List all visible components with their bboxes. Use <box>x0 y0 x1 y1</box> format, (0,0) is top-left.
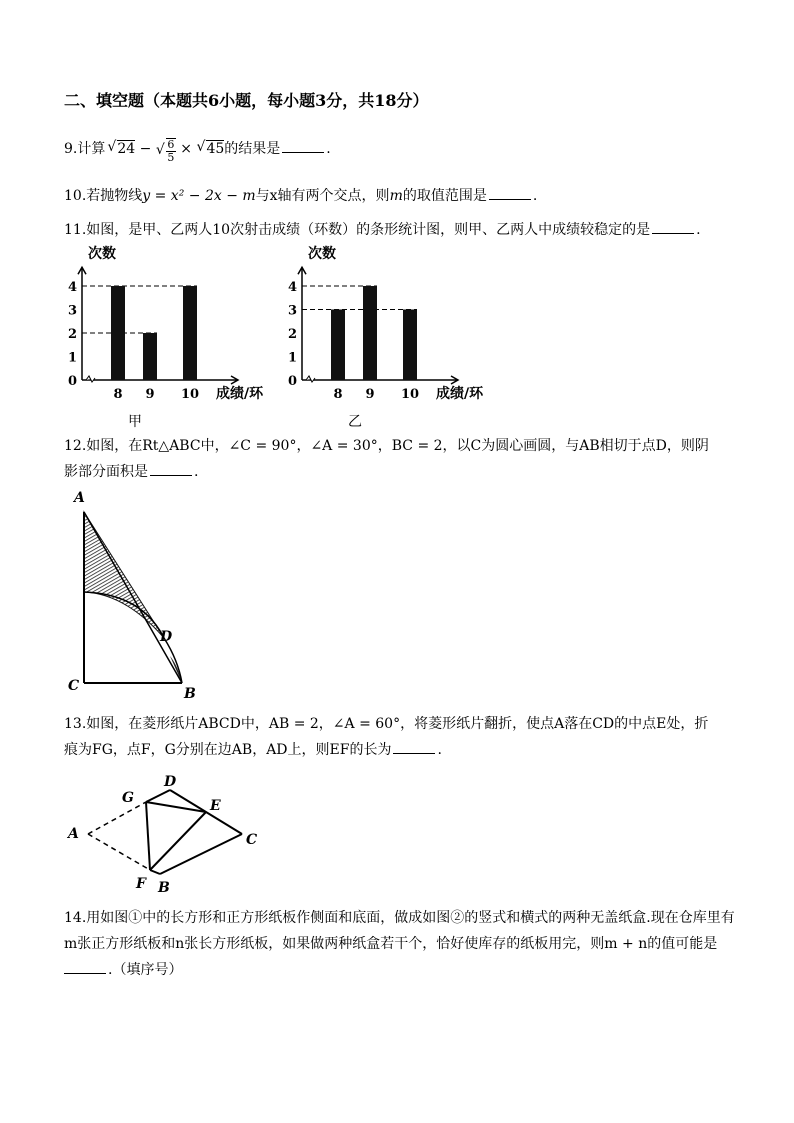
label-C: C <box>68 678 80 694</box>
edge-BF <box>150 870 160 874</box>
label-A: A <box>68 826 79 842</box>
y-tick-label: 2 <box>68 327 78 342</box>
bar-9 <box>363 286 377 380</box>
q14-answer-blank[interactable] <box>64 961 106 974</box>
y-tick-label: 3 <box>288 303 298 319</box>
y-tick-label: 0 <box>288 374 298 389</box>
question-14-line3 <box>64 960 182 980</box>
question-13-line1: 13.如图，在菱形纸片ABCD中，AB = 2，∠A = 60°，将菱形纸片翻折，使点A落在CD的中点E处，折 <box>64 716 709 732</box>
q12-figure <box>62 488 212 700</box>
label-F: F <box>136 876 146 892</box>
question-12-line2: 影部分面积是 . <box>64 464 199 480</box>
y-tick-label: 4 <box>68 280 78 295</box>
bar-8 <box>111 286 125 380</box>
y-axis-label: 次数 <box>308 246 336 262</box>
edge-CB <box>160 834 242 874</box>
question-13-line2: 痕为FG，点F，G分别在边AB，AD上，则EF的长为 . <box>64 742 442 758</box>
label-E: E <box>210 798 221 814</box>
q10-prefix: 10.若抛物线 <box>64 188 143 204</box>
x-tick-label: 10 <box>400 387 420 402</box>
side-AB <box>84 512 182 683</box>
q12-line2-text: 影部分面积是 <box>64 464 148 480</box>
label-G: G <box>122 790 134 806</box>
y-tick-label: 3 <box>68 303 78 319</box>
q10-mid: 与x轴有两个交点，则 <box>255 188 390 204</box>
question-12-line1: 12.如图，在Rt△ABC中，∠C = 90°，∠A = 30°，BC = 2，以C为圆心画圆，与AB相切于点D，则阴 <box>64 438 709 454</box>
x-tick-label: 9 <box>365 387 375 402</box>
bar-8 <box>331 310 345 381</box>
x-axis-label: 成绩/环 <box>216 386 264 402</box>
edge-GD <box>146 790 170 802</box>
question-14-line2: m张正方形纸板和n张长方形纸板，如果做两种纸盒若干个，恰好使库存的纸板用完，则m + n的值可能是 <box>64 936 718 952</box>
label-B: B <box>184 686 196 700</box>
q13-answer-blank[interactable] <box>393 741 435 754</box>
edge-FE <box>150 812 206 870</box>
label-C: C <box>246 832 258 848</box>
y-tick-label: 1 <box>68 350 78 366</box>
bar-9 <box>143 333 157 380</box>
q10-formula: y = x² − 2x − m <box>142 188 256 204</box>
q11-answer-blank[interactable] <box>652 221 694 234</box>
x-tick-label: 8 <box>113 387 123 402</box>
question-14-line1: 14.用如图①中的长方形和正方形纸板作侧面和底面，做成如图②的竖式和横式的两种无盖纸盒.现在仓库里有 <box>64 910 735 926</box>
dashed-AG <box>88 802 146 834</box>
q10-var: m <box>389 188 403 204</box>
bar-10 <box>183 286 197 380</box>
label-D: D <box>160 629 173 645</box>
y-tick-label: 4 <box>288 280 298 295</box>
chart-caption: 甲 <box>128 414 142 430</box>
q11-text: 11.如图，是甲、乙两人10次射击成绩（环数）的条形统计图，则甲、乙两人中成绩较稳定的是 <box>64 222 651 238</box>
question-9: 9.计算 √ 24 − √ $\frac{6}{5}$ × √ 45的结果是 . <box>64 134 331 164</box>
q10-answer-blank[interactable] <box>489 187 531 200</box>
q12-answer-blank[interactable] <box>150 463 192 476</box>
q9-sqrt-frac: √ $\frac{6}{5}$ <box>155 138 175 164</box>
q9-suffix: 的结果是 <box>224 141 281 157</box>
q9-sqrt45: √ 45 <box>196 139 225 157</box>
x-axis-label: 成绩/环 <box>436 386 484 402</box>
dashed-AF <box>88 834 150 870</box>
x-tick-label: 10 <box>180 387 200 402</box>
label-A: A <box>74 490 85 506</box>
fold-FG <box>146 802 150 870</box>
bar-10 <box>403 310 417 381</box>
question-11: 11.如图，是甲、乙两人10次射击成绩（环数）的条形统计图，则甲、乙两人中成绩较稳定的是 . <box>64 222 701 238</box>
chart-caption: 乙 <box>348 414 362 430</box>
y-tick-label: 0 <box>68 374 78 389</box>
q9-prefix: 9.计算 <box>64 141 106 157</box>
section-heading: 二、填空题（本题共6小题，每小题3分，共18分） <box>64 91 429 110</box>
question-10: 10.若抛物线y = x² − 2x − m与x轴有两个交点，则m的取值范围是 . <box>64 188 538 204</box>
q13-line2-text: 痕为FG，点F，G分别在边AB，AD上，则EF的长为 <box>64 742 392 758</box>
q9-sqrt24: √ 24 <box>107 139 136 157</box>
x-tick-label: 9 <box>145 387 155 402</box>
q9-answer-blank[interactable] <box>282 140 324 153</box>
y-axis-label: 次数 <box>88 246 116 262</box>
x-tick-label: 8 <box>333 387 343 402</box>
q10-suffix: 的取值范围是 <box>402 188 487 204</box>
q11-charts <box>60 242 520 434</box>
label-D: D <box>164 774 177 790</box>
axis-break <box>86 376 95 382</box>
y-tick-label: 1 <box>288 350 298 366</box>
label-B: B <box>158 880 170 896</box>
y-tick-label: 2 <box>288 327 298 342</box>
axis-break <box>306 376 315 382</box>
q14-line3-text: .（填序号） <box>108 962 183 978</box>
q13-figure <box>62 770 272 900</box>
